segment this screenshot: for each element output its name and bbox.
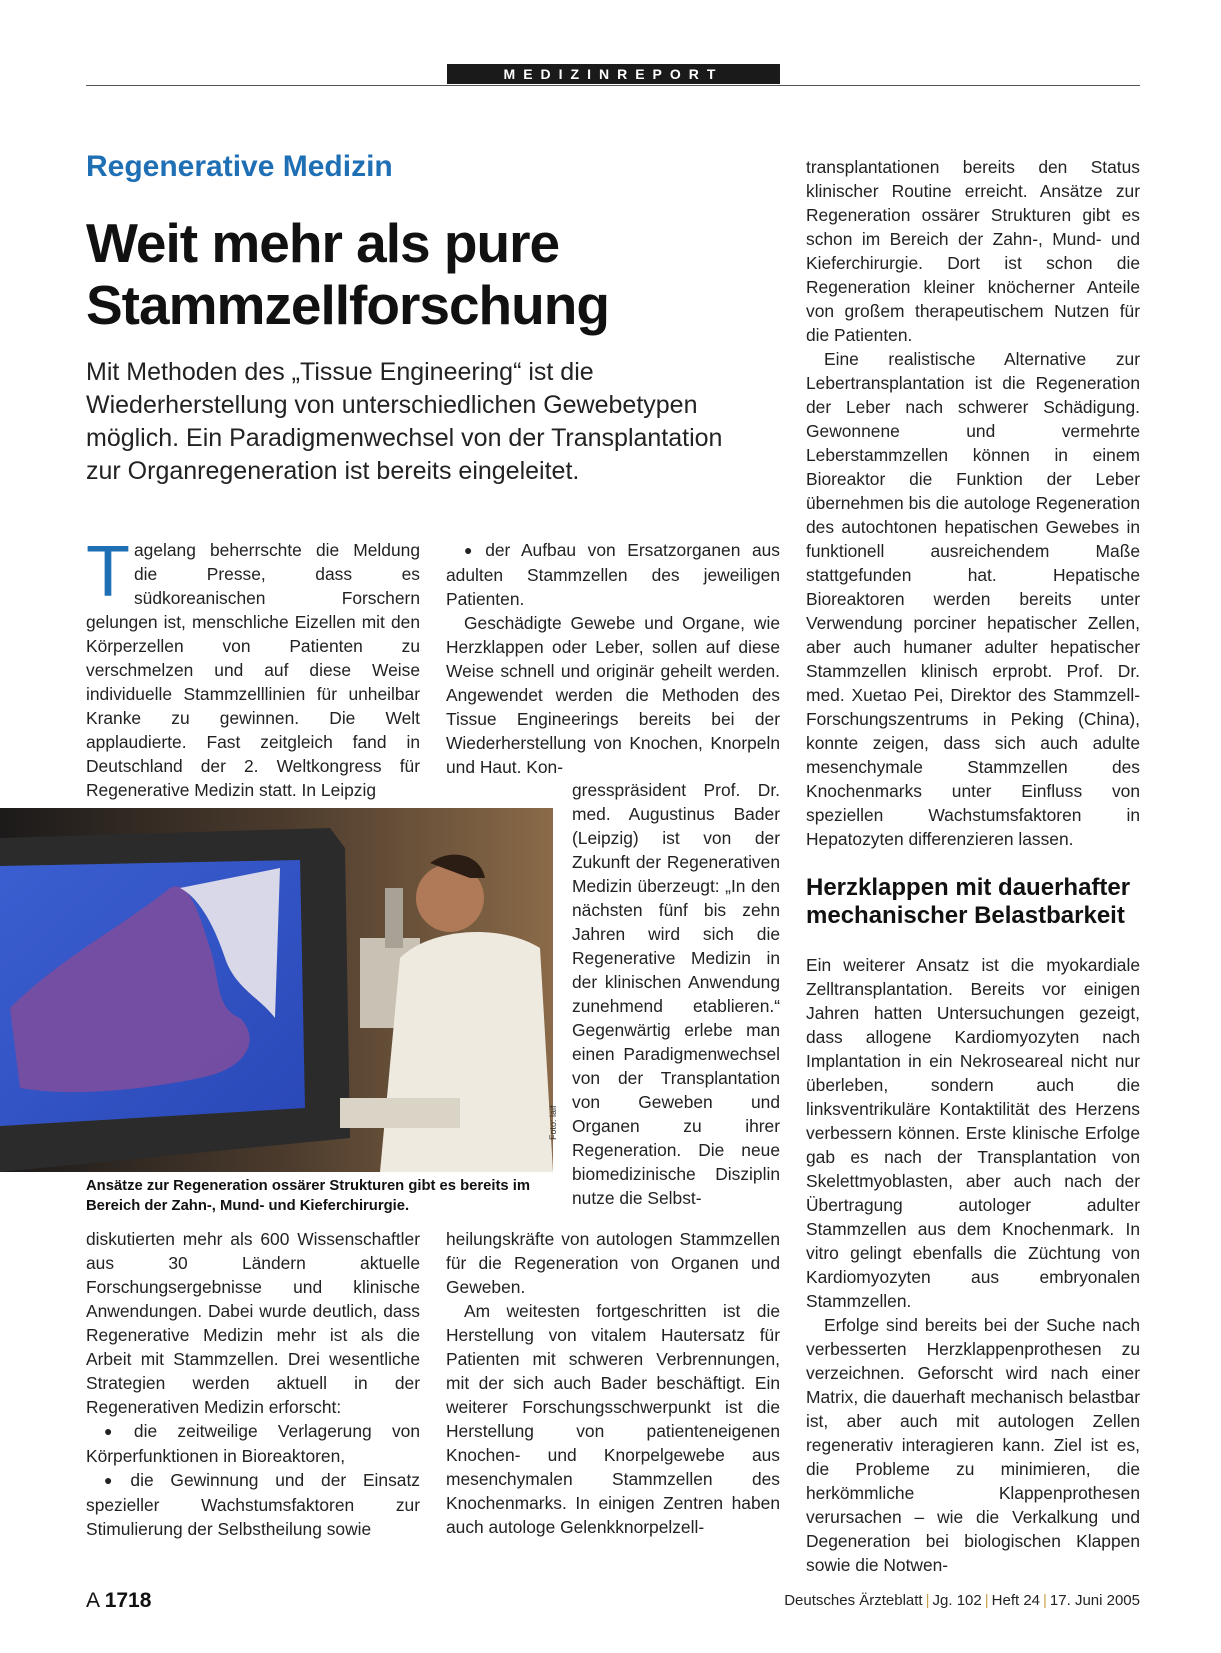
page-number-value: 1718 [104, 1589, 152, 1612]
footer-separator: | [984, 1592, 989, 1609]
list-bullet: ● die zeitweilige Verlagerung von Körperfunktionen in Bioreaktoren, [86, 1419, 420, 1468]
body-paragraph: agelang beherrschte die Meldung die Presse, dass es südkoreanischen Forschern gelungen ist, menschliche Eizellen mit den Körperzellen von Patienten zu verschmelzen und auf diese Weise individuelle Stammzelllinien für unheilbar Kranke zu gewinnen. Die Welt applaudierte. Fast zeitgleich fand in Deutschland der 2. Weltkongress für Regenerative Medizin statt. In Leipzig [86, 540, 420, 800]
photo-caption: Ansätze zur Regeneration ossärer Strukturen gibt es bereits im Bereich der Zahn-, Mund- und Kieferchirurgie. [86, 1178, 531, 1214]
body-paragraph: Eine realistische Alternative zur Lebertransplantation ist die Regeneration der Leber nach schwerer Schädigung. Gewonnene und vermehrte Leberstammzellen können in einem Bioreaktor die Funktion der Leber übernehmen bis die autologe Regeneration des autochtonen hepatischen Gewebes in funktionell ausreichendem Maße stattgefunden hat. Hepatische Bioreaktoren werden bereits unter Verwendung porciner hepatischer Zellen, aber auch humaner adulter hepatischer Stammzellen klinisch erprobt. Prof. Dr. med. Xuetao Pei, Direktor des Stammzell-Forschungszentrums in Peking (China), konnte zeigen, dass sich auch adulte mesenchymale Stammzellen des Knochenmarks unter Einfluss von speziellen Wachstumsfaktoren in Hepatozyten differenzieren lassen. [806, 349, 1140, 849]
column-2-narrow [572, 778, 780, 1210]
footer-separator: | [925, 1592, 930, 1609]
body-paragraph: Am weitesten fortgeschritten ist die Herstellung von vitalem Hautersatz für Patienten mit schweren Verbrennungen, mit der sich auch Bader beschäftigt. Ein weiterer Forschungsschwerpunkt ist die Herstellung von patienteneigenen Knochen- und Knorpelgewebe aus mesenchymalen Stammzellen des Knochenmarks. In einigen Zentren haben auch autologe Gelenkknorpelzell- [446, 1301, 780, 1537]
article-headline: Weit mehr als pure Stammzellforschung [86, 212, 609, 336]
footer-separator: | [1043, 1592, 1047, 1609]
page-prefix: A [86, 1589, 99, 1612]
column-1-top [86, 532, 420, 802]
section-tag: MEDIZINREPORT [447, 64, 780, 84]
drop-cap: T [86, 532, 130, 612]
list-bullet: ● die Gewinnung und der Einsatz spezieller Wachstumsfaktoren zur Stimulierung der Selbstheilung sowie [86, 1468, 420, 1541]
lab-scene-illustration [0, 808, 553, 1172]
photo-credit: Foto: laif [548, 1105, 558, 1140]
column-3-bottom [806, 953, 1140, 1577]
journal-footer [760, 1592, 1140, 1609]
body-paragraph: heilungskräfte von autologen Stammzellen für die Regeneration von Organen und Geweben. [446, 1229, 780, 1297]
column-1-bottom [86, 1227, 420, 1541]
article-kicker: Regenerative Medizin [86, 150, 393, 183]
section-subhead: Herzklappen mit dauerhafter mechanischer Belastbarkeit [806, 874, 1131, 929]
list-bullet: ● der Aufbau von Ersatzorganen aus adulten Stammzellen des jeweiligen Patienten. [446, 538, 780, 611]
article-photo [0, 808, 553, 1172]
body-paragraph: Geschädigte Gewebe und Organe, wie Herzklappen oder Leber, sollen auf diese Weise schnell und originär geheilt werden. Angewendet werden die Methoden des Tissue Engineerings bereits bei der Wiederherstellung von Knochen, Knorpeln und Haut. Kon- [446, 613, 780, 777]
header-rule [86, 85, 1140, 86]
page-number [86, 1589, 151, 1613]
article-lede: Mit Methoden des „Tissue Engineering“ ist die Wiederherstellung von unterschiedlichen Gewebetypen möglich. Ein Paradigmenwechsel von der Transplantation zur Organregeneration ist bereits eingeleitet. [86, 358, 723, 485]
journal-volume: Jg. 102 [932, 1592, 982, 1609]
body-paragraph: transplantationen bereits den Status klinischer Routine erreicht. Ansätze zur Regeneration ossärer Strukturen gibt es schon im Bereich der Zahn-, Mund- und Kieferchirurgie. Dort ist schon die Regeneration kleiner knöcherner Anteile von großem therapeutischem Nutzen für die Patienten. [806, 157, 1140, 345]
column-2-bottom [446, 1227, 780, 1539]
body-paragraph: Ein weiterer Ansatz ist die myokardiale Zelltransplantation. Bereits vor einigen Jahren hatten Untersuchungen gezeigt, dass allogene Kardiomyozyten nach Implantation in ein Nekroseareal nicht nur überleben, sondern auch die linksventrikuläre Kontaktilität des Herzens verbessern können. Erste klinische Erfolge gab es nach der Transplantation von Skelettmyoblasten, aber auch nach der Übertragung autologer adulter Stammzellen aus dem Knochenmark. In vitro gelingt ebenfalls die Züchtung von Kardiomyozyten aus embryonalen Stammzellen. [806, 955, 1140, 1311]
journal-date: 17. Juni 2005 [1049, 1592, 1140, 1609]
journal-issue: Heft 24 [991, 1592, 1041, 1609]
journal-name: Deutsches Ärzteblatt [784, 1592, 923, 1609]
column-3-top [806, 155, 1140, 851]
body-paragraph: diskutierten mehr als 600 Wissenschaftler aus 30 Ländern aktuelle Forschungsergebnisse und klinische Anwendungen. Dabei wurde deutlich, dass Regenerative Medizin mehr ist als die Arbeit mit Stammzellen. Drei wesentliche Strategien werden aktuell in der Regenerativen Medizin erforscht: [86, 1229, 420, 1417]
column-2-top [446, 538, 780, 779]
body-paragraph: gresspräsident Prof. Dr. med. Augustinus Bader (Leipzig) ist von der Zukunft der Regenerativen Medizin überzeugt: „In den nächsten fünf bis zehn Jahren wird sich die Regenerative Medizin in der klinischen Anwendung zunehmend etablieren.“ Gegenwärtig erlebe man einen Paradigmenwechsel von der Transplantation von Geweben und Organen zu ihrer Regeneration. Die neue biomedizinische Disziplin nutze die Selbst- [572, 780, 780, 1208]
body-paragraph: Erfolge sind bereits bei der Suche nach verbesserten Herzklappenprothesen zu verzeichnen. Geforscht wird nach einer Matrix, die dauerhaft mechanisch belastbar ist, aber auch mit autologen Zellen regenerativ interagieren kann. Ziel ist es, die Probleme zu minimieren, die herkömmliche Klappenprothesen verursachen – wie die Verkalkung und Degeneration bei biologischen Klappen sowie die Notwen- [806, 1315, 1140, 1575]
